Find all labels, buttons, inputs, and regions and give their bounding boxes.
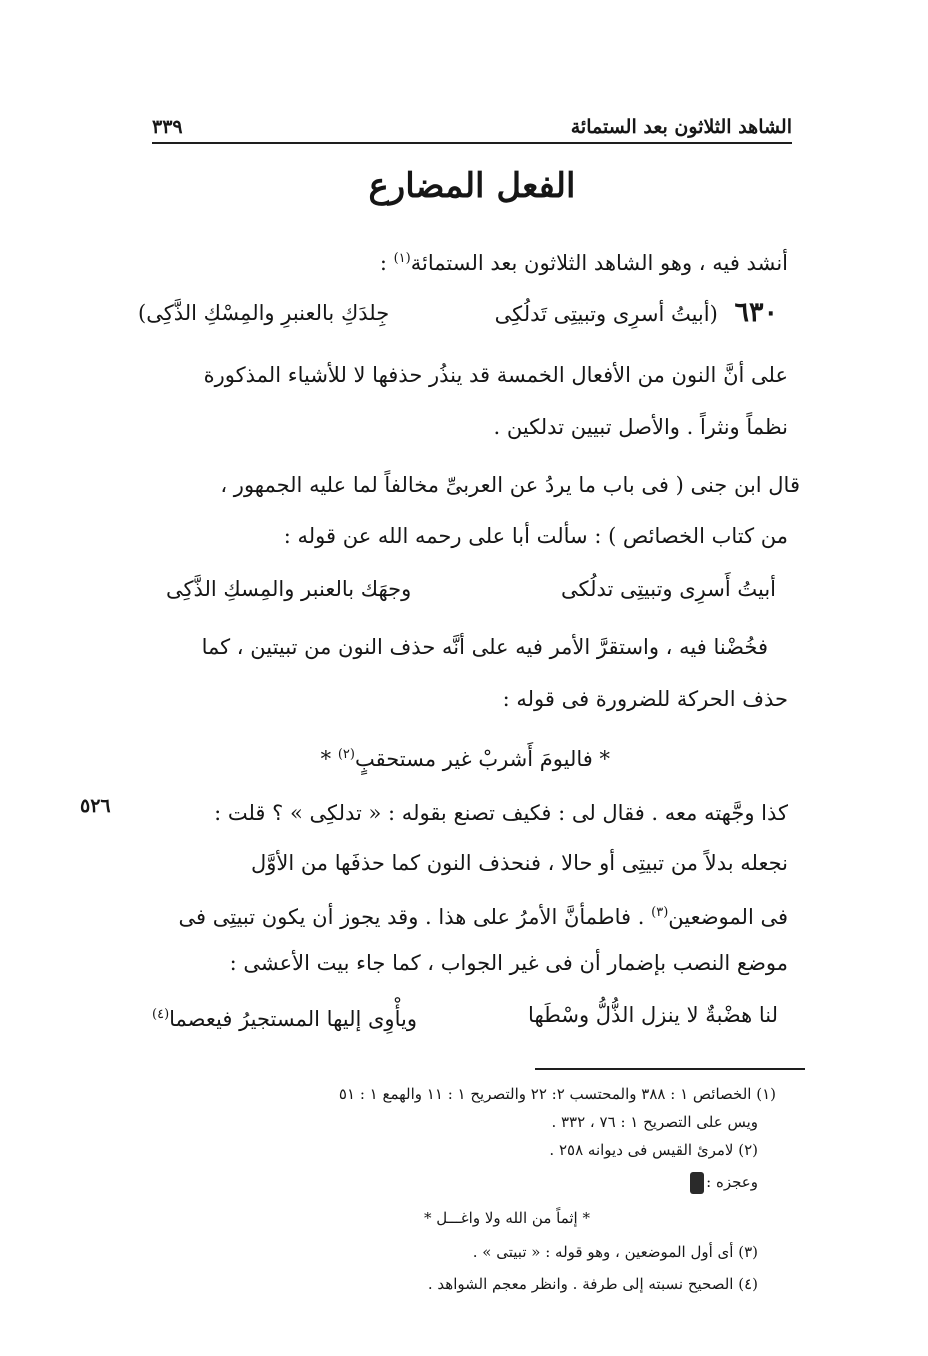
footnote-ref-1: (١) (393, 251, 411, 266)
verse-hemistich-1: لنا هضْبةٌ لا ينزل الذُّلُّ وسْطَها (528, 1003, 778, 1027)
footnote: (٣) أى أول الموضعين ، وهو قوله : « تبيتى » . (472, 1243, 758, 1261)
footnote: (٤) الصحيح نسبته إلى طرفة . وانظر معجم الشواهد . (427, 1275, 758, 1293)
paragraph-line: فى الموضعين$^{(٣)}$ . فاطمأنَّ الأمرُ على هذا . وقد يجوز أن يكون تبيتِى فى (178, 905, 788, 929)
margin-number: ٥٢٦ (80, 795, 111, 817)
paragraph-line: من كتاب الخصائص ) : سألت أبا على رحمه الله عن قوله : (283, 524, 788, 548)
main-verse (138, 298, 778, 329)
verse-hemistich-1: أبيتُ أَسرِى وتبيتِى تدلُكى (561, 577, 776, 601)
footnote: (٢) لامرئ القيس فى ديوانه ٢٥٨ . (549, 1141, 758, 1159)
footnote-separator (535, 1068, 805, 1070)
quoted-verse (166, 574, 776, 604)
intro-text: أنشد فيه ، وهو الشاهد الثلاثون بعد الستمائة (410, 251, 788, 275)
paragraph-line: موضع النصب بإضمار أن فى غير الجواب ، كما جاء بيت الأعشى : (229, 951, 788, 975)
chapter-title: الفعل المضارع (368, 166, 576, 206)
intro-line (380, 244, 788, 278)
quoted-verse (152, 1000, 778, 1034)
paragraph-line: نظماً ونثراً . والأصل تبيين تدلكين . (493, 415, 788, 439)
verse-hemistich-2: وجهَك بالعنبر والمِسكِ الذَّكِى (166, 577, 412, 601)
half-verse-text: * فاليومَ أَشربْ غير مستحقبٍ (354, 747, 610, 771)
paragraph-line: فخُضْنا فيه ، واستقرَّ الأمر فيه على أنَّه حذف النون من تبيتين ، كما (201, 635, 768, 659)
page-number: ٣٣٩ (152, 116, 183, 138)
footnote-ref-3: (٣) (651, 905, 669, 920)
paragraph-line: حذف الحركة للضرورة فى قوله : (502, 687, 788, 711)
footnote: ويس على التصريح ١ : ٧٦ ، ٣٣٢ . (551, 1113, 758, 1131)
verse-hemistich-2: ويأْوِى إليها المستجيرُ فيعصما (169, 1007, 417, 1031)
verse-number: ٦٣٠ (734, 297, 778, 328)
running-title: الشاهد الثلاثون بعد الستمائة (570, 116, 792, 138)
paragraph-line: على أنَّ النون من الأفعال الخمسة قد ينذُر حذفها لا للأشياء المذكورة (203, 363, 788, 387)
verse-hemistich-1: (أبيتُ أسرِى وتبيتِى تَدلُكِى (494, 302, 718, 326)
verse-hemistich-2: جِلدَكِ بالعنبرِ والمِسْكِ الذَّكِى) (138, 301, 390, 325)
paragraph-line: قال ابن جنى ( فى باب ما يردُ عن العربىِّ مخالفاً لما عليه الجمهور ، (220, 473, 800, 497)
footnote-verse: * إثماً من الله ولا واغـــل * (424, 1209, 590, 1227)
footnote-ref-4: (٤) (152, 1007, 170, 1022)
paragraph-line: كذا وجَّهته معه . فقال لى : فكيف تصنع بقوله : « تدلكِى » ؟ قلت : (214, 801, 788, 825)
running-header (152, 104, 792, 144)
ink-blot (690, 1172, 704, 1194)
half-verse-end: * (320, 747, 332, 771)
half-verse (321, 740, 610, 774)
footnote: وعجزه : (688, 1170, 758, 1194)
footnote: (١) الخصائص ١ : ٣٨٨ والمحتسب ٢: ٢٢ والتصريح ١ : ١١ والهمع ١ : ٥١ (338, 1085, 776, 1103)
paragraph-line: نجعله بدلاً من تبيتِى أو حالا ، فنحذف النون كما حذفَها من الأوَّل (250, 851, 788, 875)
intro-colon: : (379, 251, 387, 275)
footnote-ref-2: (٢) (337, 747, 355, 762)
